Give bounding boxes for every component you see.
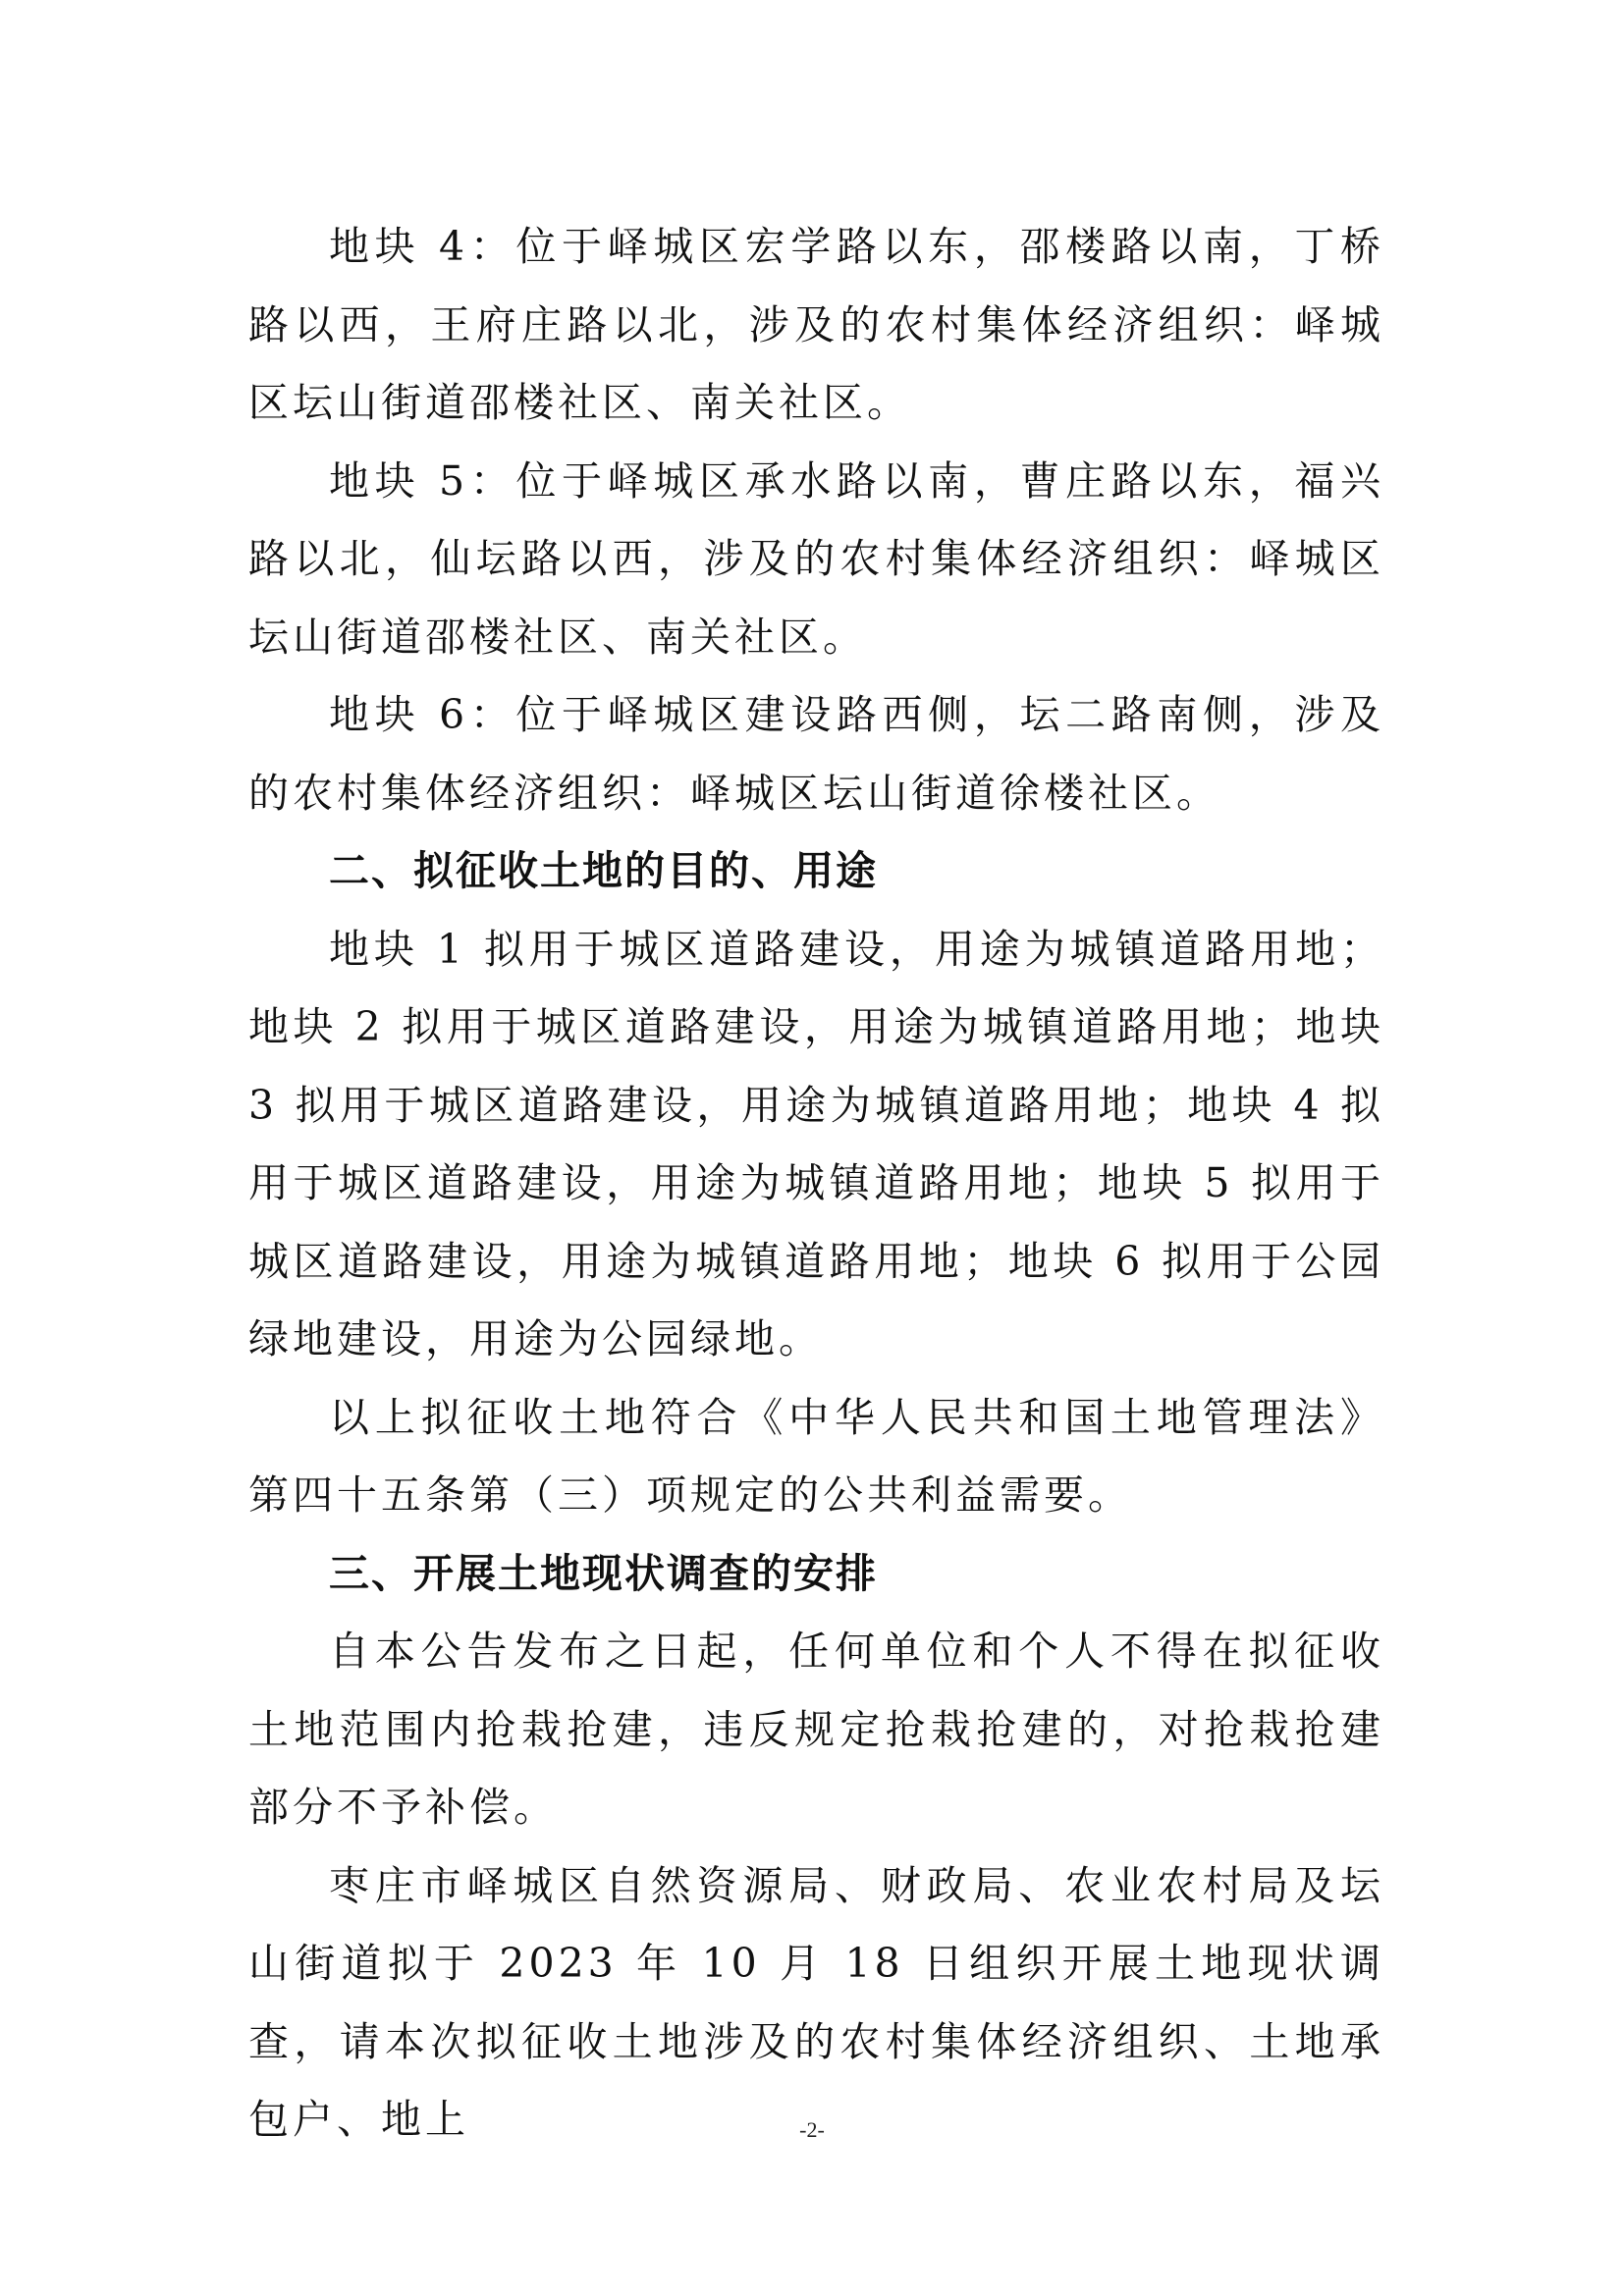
section-heading-survey: 三、开展土地现状调查的安排 [329, 1549, 878, 1597]
document-body [248, 208, 1384, 2160]
section-heading-purpose: 二、拟征收土地的目的、用途 [329, 847, 878, 894]
paragraph-parcel-6: 地块 6：位于峄城区建设路西侧，坛二路南侧，涉及的农村集体经济组织：峄城区坛山街道徐楼社区。 [248, 691, 1384, 817]
paragraph-parcel-4: 地块 4：位于峄城区宏学路以东，邵楼路以南，丁桥路以西，王府庄路以北，涉及的农村集体经济组织：峄城区坛山街道邵楼社区、南关社区。 [248, 223, 1384, 426]
paragraph-public-interest: 以上拟征收土地符合《中华人民共和国土地管理法》第四十五条第（三）项规定的公共利益需要。 [248, 1393, 1384, 1519]
paragraph-survey-schedule: 枣庄市峄城区自然资源局、财政局、农业农村局及坛山街道拟于 2023 年 10 月 18 日组织开展土地现状调查，请本次拟征收土地涉及的农村集体经济组织、土地承包户、地上 [248, 1861, 1384, 2143]
paragraph-parcel-5: 地块 5：位于峄城区承水路以南，曹庄路以东，福兴路以北，仙坛路以西，涉及的农村集体经济组织：峄城区坛山街道邵楼社区、南关社区。 [248, 456, 1384, 661]
paragraph-no-construction: 自本公告发布之日起，任何单位和个人不得在拟征收土地范围内抢栽抢建，违反规定抢栽抢建的，对抢栽抢建部分不予补偿。 [248, 1628, 1384, 1831]
paragraph-purpose-usage: 地块 1 拟用于城区道路建设，用途为城镇道路用地；地块 2 拟用于城区道路建设，用途为城镇道路用地；地块 3 拟用于城区道路建设，用途为城镇道路用地；地块 4 拟用于城区道路建设，用途为城镇道路用地；地块 5 拟用于城区道路建设，用途为城镇道路用地；地块 6 拟用于公园绿地建设，用途为公园绿地。 [248, 925, 1384, 1362]
page-number: -2- [799, 2117, 825, 2142]
